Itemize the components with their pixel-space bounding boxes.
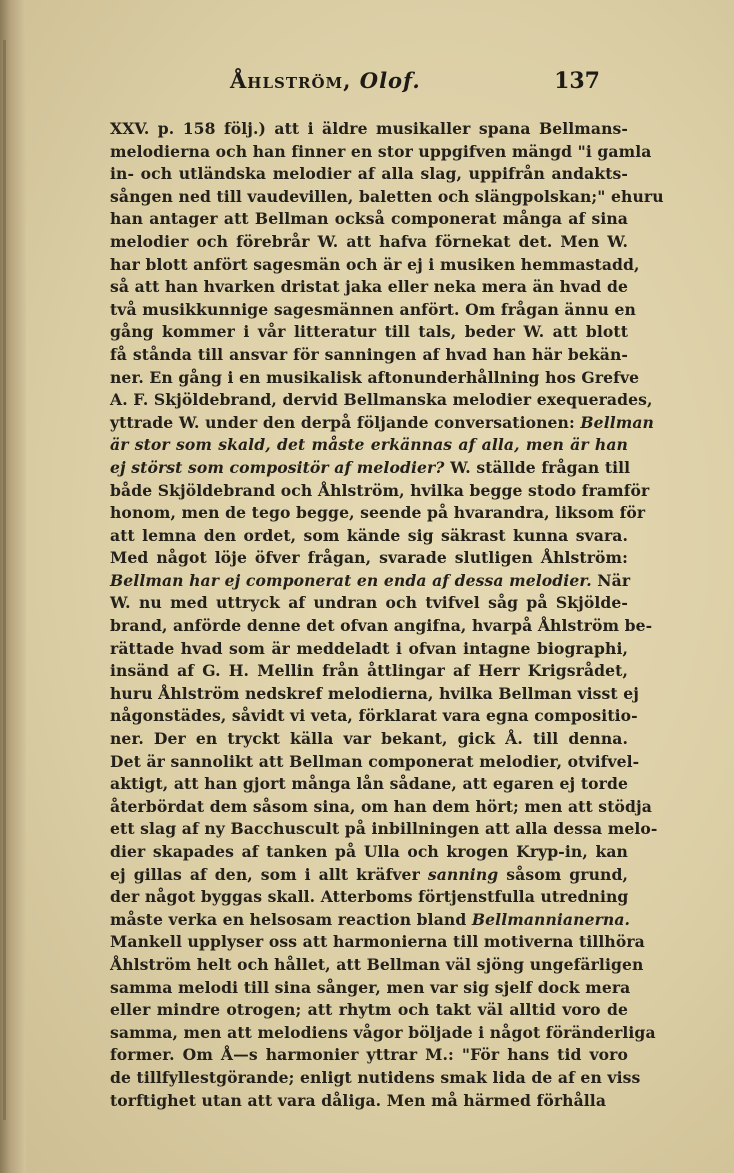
text-line [110, 954, 644, 977]
text-segment: både Skjöldebrand och Åhlström, hvilka begge stodo framför [110, 480, 650, 500]
text-line [110, 480, 650, 503]
body-text [110, 118, 664, 1112]
text-segment: sången ned till vaudevillen, baletten och slängpolskan;" ehuru [110, 186, 664, 206]
text-segment: När [591, 570, 631, 590]
text-segment: der något byggas skall. Atterboms förtjenstfulla utredning [110, 887, 629, 907]
text-segment: ett slag af ny Bacchuscult på inbillningen att alla dessa melo- [110, 819, 658, 839]
text-line [110, 818, 658, 841]
text-segment: huru Åhlström nedskref melodierna, hvilka Bellman visst ej [110, 683, 640, 703]
text-segment: aktigt, att han gjort många lån sådane, att egaren ej torde [110, 774, 628, 794]
text-line [110, 615, 653, 638]
text-line [110, 321, 628, 344]
text-segment: ej gillas af den, som i allt kräfver [110, 864, 428, 884]
text-line [110, 886, 628, 909]
page-number: 137 [554, 68, 600, 94]
text-line [110, 118, 628, 141]
text-segment: brand, anförde denne det ofvan angifna, hvarpå Åhlström be- [110, 616, 653, 636]
text-line [110, 796, 652, 819]
text-segment: återbördat dem såsom sina, om han dem hört; men att stödja [110, 796, 652, 816]
text-line [110, 547, 628, 570]
italic-text: ej störst som compositör af melodier? [110, 457, 445, 477]
italic-text: är stor som skald, det måste erkännas af alla, men är han [110, 435, 628, 455]
text-segment: Mankell upplyser oss att harmonierna till motiverna tillhöra [110, 932, 645, 952]
text-line [110, 502, 646, 525]
running-head-surname: Åhlström, [230, 68, 352, 93]
text-segment: yttrade W. under den derpå följande conversationen: [110, 412, 581, 432]
text-segment: melodierna och han finner en stor uppgifven mängd "i gamla [110, 141, 652, 161]
text-segment: ner. En gång i en musikalisk aftonunderhållning hos Grefve [110, 367, 640, 387]
text-segment: former. Om Å—s harmonier yttrar M.: "För hans tid voro [110, 1045, 628, 1065]
text-segment: har blott anfört sagesmän och är ej i musiken hemmastadd, [110, 254, 640, 274]
text-line [110, 208, 628, 231]
text-line [110, 773, 628, 796]
text-line [110, 638, 628, 661]
text-line [110, 163, 628, 186]
text-line [110, 434, 628, 457]
text-line [110, 141, 652, 164]
text-line [110, 389, 653, 412]
text-segment: få stånda till ansvar för sanningen af hvad han här bekän- [110, 344, 628, 364]
text-segment: samma melodi till sina sånger, men var sig sjelf dock mera [110, 977, 631, 997]
text-segment: Det är sannolikt att Bellman componerat melodier, otvifvel- [110, 751, 640, 771]
text-line [110, 231, 628, 254]
text-segment: två musikkunnige sagesmännen anfört. Om frågan ännu en [110, 299, 636, 319]
text-line [110, 1022, 656, 1045]
italic-text: Bellman har ej componerat en enda af dessa melodier. [110, 570, 592, 590]
text-line [110, 909, 631, 932]
text-line [110, 999, 628, 1022]
page-header [230, 68, 600, 108]
text-segment: måste verka en helsosam reaction bland [110, 909, 472, 929]
text-line [110, 683, 640, 706]
text-segment: de tillfyllestgörande; enligt nutidens smak lida de af en viss [110, 1067, 641, 1087]
text-segment: någonstädes, såvidt vi veta, förklarat vara egna compositio- [110, 706, 638, 726]
text-segment: Åhlström helt och hållet, att Bellman väl sjöng ungefärligen [110, 954, 644, 974]
text-segment: melodier och förebrår W. att hafva förnekat det. Men W. [110, 231, 628, 251]
text-line [110, 457, 631, 480]
text-line [110, 412, 654, 435]
text-segment: W. nu med uttryck af undran och tvifvel såg på Skjölde- [110, 593, 628, 613]
text-line [110, 977, 631, 1000]
text-segment: dier skapades af tanken på Ulla och krogen Kryp-in, kan [110, 842, 628, 861]
text-line [110, 841, 628, 864]
italic-text: Bellmannianerna. [471, 909, 631, 929]
text-line [110, 570, 631, 593]
text-segment: in- och utländska melodier af alla slag, uppifrån andakts- [110, 164, 628, 184]
text-segment: A. F. Skjöldebrand, dervid Bellmanska melodier exequerades, [110, 390, 653, 410]
text-segment: W. ställde frågan till [444, 457, 631, 477]
text-line [110, 751, 640, 774]
text-line [110, 299, 636, 322]
text-segment: såsom grund, [498, 864, 628, 884]
text-segment: ner. Der en tryckt källa var bekant, gick Å. till denna. [110, 729, 628, 749]
text-line [110, 705, 638, 728]
text-line [110, 728, 628, 751]
text-line [110, 864, 628, 887]
text-line [110, 931, 645, 954]
text-line [110, 660, 628, 683]
text-segment: han antager att Bellman också componerat många af sina [110, 209, 628, 229]
text-segment: så att han hvarken dristat jaka eller neka mera än hvad de [110, 277, 628, 297]
text-line [110, 344, 628, 367]
text-line [110, 1067, 641, 1090]
text-segment: torftighet utan att vara dåliga. Men må härmed förhålla [110, 1090, 607, 1110]
text-segment: insänd af G. H. Mellin från åttlingar af Herr Krigsrådet, [110, 661, 628, 681]
text-segment: gång kommer i vår litteratur till tals, beder W. att blott [110, 322, 628, 342]
text-line [110, 592, 628, 615]
text-segment: samma, men att melodiens vågor böljade i något föränderliga [110, 1022, 656, 1042]
text-segment: XXV. p. 158 följ.) att i äldre musikaller spana Bellmans- [110, 119, 628, 138]
text-line [110, 367, 640, 390]
text-line [110, 1090, 628, 1113]
text-segment: att lemna den ordet, som kände sig säkrast kunna svara. [110, 525, 628, 545]
italic-text: Bellman [580, 412, 654, 432]
italic-text: sanning [427, 864, 499, 884]
running-head-given-name: Olof. [359, 68, 421, 93]
text-line [110, 1044, 628, 1067]
book-spine-shadow [0, 0, 26, 1173]
text-line [110, 276, 628, 299]
text-segment: rättade hvad som är meddeladt i ofvan intagne biographi, [110, 638, 628, 658]
text-line [110, 186, 664, 209]
running-head [230, 68, 421, 93]
text-line [110, 254, 640, 277]
text-segment: honom, men de tego begge, seende på hvarandra, liksom för [110, 503, 646, 523]
text-line [110, 525, 628, 548]
text-segment: Med något löje öfver frågan, svarade slutligen Åhlström: [110, 548, 628, 568]
text-segment: eller mindre otrogen; att rhytm och takt väl alltid voro de [110, 1000, 628, 1020]
